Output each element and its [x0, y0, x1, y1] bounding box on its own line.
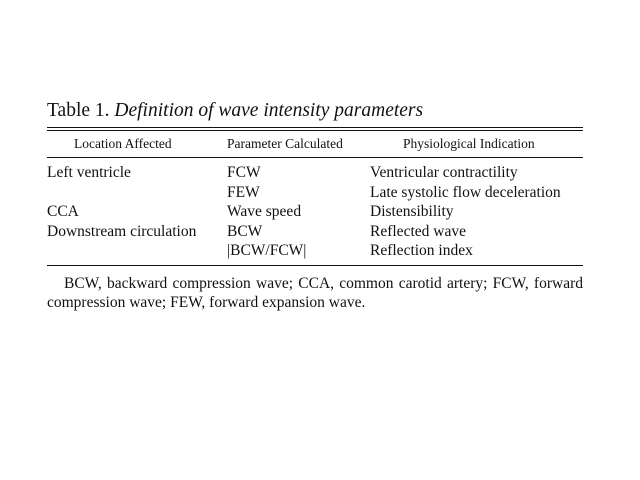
cell-indication: Distensibility — [370, 203, 454, 220]
table-footnote: BCW, backward compression wave; CCA, common carotid artery; FCW, forward compression wave; FEW, forward expansion wave. — [47, 274, 583, 311]
header-parameter-calculated: Parameter Calculated — [227, 136, 343, 151]
cell-parameter: FCW — [227, 164, 261, 181]
table-number: Table 1. — [47, 100, 110, 121]
header-physiological-indication: Physiological Indication — [403, 136, 535, 151]
cell-location: Downstream circulation — [47, 222, 197, 240]
table-row — [47, 183, 583, 203]
table-row — [47, 163, 583, 183]
header-location-affected: Location Affected — [74, 136, 172, 151]
table-row — [47, 222, 583, 242]
table-body — [47, 158, 583, 261]
cell-parameter: FEW — [227, 183, 260, 201]
cell-indication: Reflection index — [370, 242, 473, 259]
table-row — [47, 241, 583, 261]
top-rule — [47, 127, 583, 128]
cell-parameter: Wave speed — [227, 203, 302, 220]
cell-indication: Reflected wave — [370, 222, 466, 240]
bottom-rule — [47, 265, 583, 266]
cell-parameter: |BCW/FCW| — [227, 242, 307, 259]
table-header-row — [47, 131, 583, 157]
table-caption — [47, 98, 583, 124]
cell-location: CCA — [47, 203, 79, 220]
table-title: Definition of wave intensity parameters — [114, 100, 424, 121]
cell-indication: Late systolic flow deceleration — [370, 183, 561, 201]
table-row — [47, 202, 583, 222]
cell-parameter: BCW — [227, 222, 263, 240]
cell-location: Left ventricle — [47, 164, 131, 181]
cell-indication: Ventricular contractility — [370, 164, 518, 181]
table-container — [47, 98, 583, 313]
